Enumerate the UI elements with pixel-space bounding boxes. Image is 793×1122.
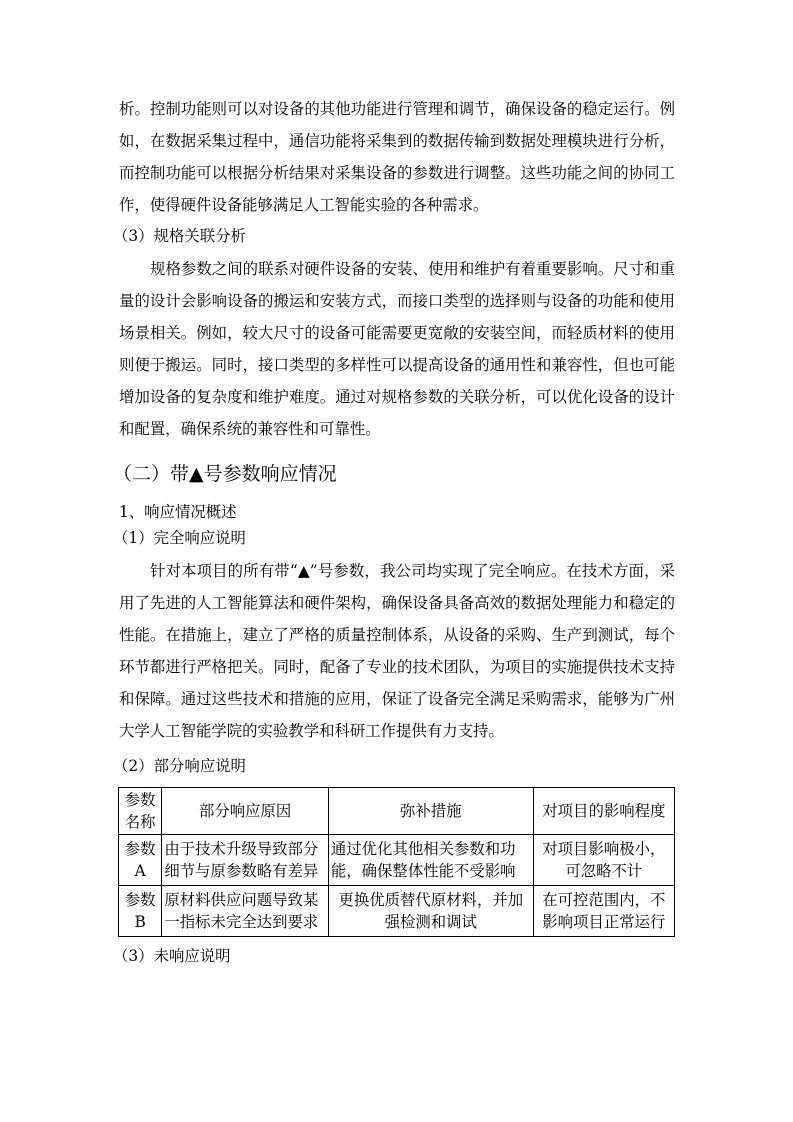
table-row bbox=[119, 886, 675, 937]
continuation-paragraph: 析。控制功能则可以对设备的其他功能进行管理和调节，确保设备的稳定运行。例如，在数据采集过程中，通信功能将采集到的数据传输到数据处理模块进行分析，而控制功能可以根据分析结果对采集设备的参数进行调整。这些功能之间的协同工作，使得硬件设备能够满足人工智能实验的各种需求。 bbox=[119, 100, 675, 214]
spec-relation-paragraph: 规格参数之间的联系对硬件设备的安装、使用和维护有着重要影响。尺寸和重量的设计会影响设备的搬运和安装方式，而接口类型的选择则与设备的功能和使用场景相关。例如，较大尺寸的设备可能需要更宽敞的安装空间，而轻质材料的使用则便于搬运。同时，接口类型的多样性可以提高设备的通用性和兼容性，但也可能增加设备的复杂度和维护难度。通过对规格参数的关联分析，可以优化设备的设计和配置，确保系统的兼容性和可靠性。 bbox=[119, 260, 675, 438]
cell-reason: 原材料供应问题导致某一指标未完全达到要求 bbox=[162, 886, 328, 937]
table-header-row bbox=[119, 788, 675, 835]
header-reason: 部分响应原因 bbox=[162, 788, 328, 835]
cell-reason: 由于技术升级导致部分细节与原参数略有差异 bbox=[162, 835, 328, 886]
full-response-heading: （1）完全响应说明 bbox=[113, 529, 246, 547]
header-impact: 对项目的影响程度 bbox=[533, 788, 674, 835]
heading-spec-relation: （3）规格关联分析 bbox=[113, 227, 246, 245]
response-overview-heading: 1、响应情况概述 bbox=[119, 503, 237, 521]
header-param-name: 参数名称 bbox=[119, 788, 162, 835]
cell-impact: 对项目影响极小，可忽略不计 bbox=[533, 835, 674, 886]
cell-param-name: 参数A bbox=[119, 835, 162, 886]
section-two-heading: （二）带▲号参数响应情况 bbox=[113, 463, 337, 485]
table-row bbox=[119, 835, 675, 886]
partial-response-table bbox=[118, 787, 675, 937]
cell-remedy: 更换优质替代原材料，并加强检测和调试 bbox=[328, 886, 533, 937]
document-page bbox=[113, 93, 675, 969]
full-response-paragraph: 针对本项目的所有带“▲”号参数，我公司均实现了完全响应。在技术方面，采用了先进的人工智能算法和硬件架构，确保设备具备高效的数据处理能力和稳定的性能。在措施上，建立了严格的质量控制体系，从设备的采购、生产到测试，每个环节都进行严格把关。同时，配备了专业的技术团队，为项目的实施提供技术支持和保障。通过这些技术和措施的应用，保证了设备完全满足采购需求，能够为广州大学人工智能学院的实验教学和科研工作提供有力支持。 bbox=[119, 562, 675, 740]
header-remedy: 弥补措施 bbox=[328, 788, 533, 835]
no-response-heading: （3）未响应说明 bbox=[113, 947, 231, 965]
cell-param-name: 参数B bbox=[119, 886, 162, 937]
partial-response-heading: （2）部分响应说明 bbox=[113, 757, 246, 775]
cell-impact: 在可控范围内，不影响项目正常运行 bbox=[533, 886, 674, 937]
cell-remedy: 通过优化其他相关参数和功能，确保整体性能不受影响 bbox=[328, 835, 533, 886]
